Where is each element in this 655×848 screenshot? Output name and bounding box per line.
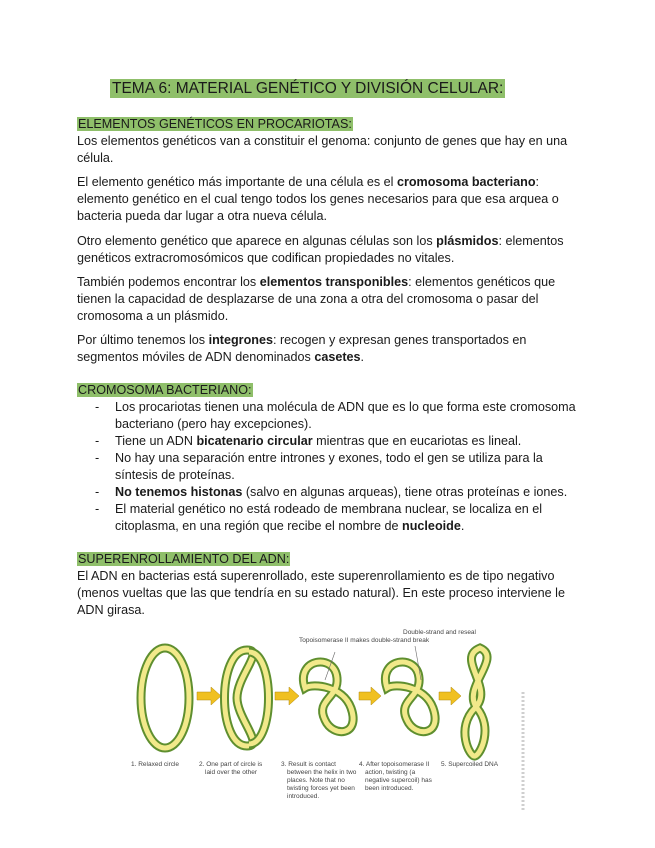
paragraph-transponibles [77, 274, 582, 325]
bold-term: casetes [314, 350, 361, 364]
list-item [77, 450, 582, 484]
bold-term: nucleoide [402, 519, 461, 533]
section-heading-label: ELEMENTOS GENÉTICOS EN PROCARIOTAS: [78, 117, 352, 131]
text-run: : recogen y expresan genes transportados en segmentos móviles de ADN denominados [77, 333, 527, 364]
arrow-step-2 [275, 687, 299, 705]
caption-step-5: 5. Supercoiled DNA [441, 761, 499, 768]
bullet-dash: - [95, 434, 100, 448]
relaxed-circle-ribbon [141, 648, 189, 748]
caption-step-2a: 2. One part of circle is [199, 761, 263, 768]
list-item [77, 399, 582, 433]
supercoiling-diagram [125, 628, 535, 818]
bullet-dash: - [95, 502, 100, 516]
text-run: . [360, 350, 365, 364]
page-title: TEMA 6: MATERIAL GENÉTICO Y DIVISIÓN CELULAR: [112, 80, 504, 97]
list-item [77, 501, 582, 535]
text-run: También podemos encontrar los [77, 275, 260, 289]
bullet-dash: - [95, 485, 100, 499]
label-double-strand: Double-strand and reseal [403, 629, 476, 636]
caption-step-4c: negative supercoil) has [365, 777, 432, 784]
paragraph-integrones [77, 332, 582, 366]
bullet-dash: - [95, 451, 100, 465]
caption-step-3e: introduced. [287, 793, 320, 800]
text-run: : elementos genéticos que tienen la capacidad de desplazarse de una zona a otra del cromosoma o pasar del cromosoma a un plásmido. [77, 275, 556, 323]
section-heading-cromosoma [77, 382, 253, 399]
list-item [77, 433, 582, 450]
arrow-step-1 [197, 687, 221, 705]
text-run: (salvo en algunas arqueas), tiene otras proteínas e iones. [242, 485, 568, 499]
caption-step-2b: laid over the other [205, 769, 258, 776]
caption-step-3a: 3. Result is contact [281, 761, 336, 768]
paragraph-plasmidos [77, 233, 582, 267]
bold-term: plásmidos [436, 234, 499, 248]
supercoiled-ribbon [465, 648, 487, 756]
text-run: : elemento genético en el cual tengo todos los genes necesarios para que esa arquea o bacteria pueda dar lugar a otra nueva célula. [77, 175, 559, 223]
caption-step-3c: places. Note that no [287, 777, 345, 784]
text-run: Otro elemento genético que aparece en algunas células son los [77, 234, 437, 248]
bold-term: cromosoma bacteriano [396, 175, 536, 189]
caption-step-4d: been introduced. [365, 785, 414, 792]
text-run: : elementos genéticos extracromosómicos que codifican propiedades no vitales. [77, 234, 564, 265]
bold-term: bicatenario circular [196, 434, 313, 448]
text-run: Por último tenemos los [77, 333, 209, 347]
contact-ribbon [303, 662, 353, 732]
text-run: Tiene un ADN [115, 434, 197, 448]
text-run: mientras que en eucariotas es lineal. [312, 434, 522, 448]
caption-step-3b: between the helix in two [287, 769, 357, 776]
text-run: . [460, 519, 465, 533]
paragraph-superenrollamiento: El ADN en bacterias está superenrollado, este superenrollamiento es de tipo negativo (menos vueltas que las que tendría en su estado natural). En este proceso interviene le ADN girasa. [77, 569, 565, 617]
caption-step-1: 1. Relaxed circle [131, 761, 180, 768]
bullet-list [77, 399, 582, 535]
list-item [77, 484, 582, 501]
text-run: No hay una separación entre intrones y exones, todo el gen se utiliza para la síntesis de proteínas. [115, 451, 543, 482]
bullet-dash: - [95, 400, 100, 414]
text-run: El elemento genético más importante de una célula es el [77, 175, 397, 189]
topoisomerase-ribbon [385, 662, 435, 732]
figure-credit-mark [518, 692, 528, 812]
label-topoisomerase: Topoisomerase II makes double-strand break [299, 637, 430, 644]
section-heading-elementos [77, 116, 353, 133]
caption-step-3d: twisting forces yet been [287, 785, 355, 792]
bold-term: elementos transponibles [259, 275, 409, 289]
caption-step-4b: action, twisting (a [365, 769, 416, 776]
section-heading-label: SUPERENROLLAMIENTO DEL ADN: [78, 552, 290, 566]
bold-term: No tenemos histonas [115, 485, 243, 499]
text-run: El material genético no está rodeado de membrana nuclear, se localiza en el citoplasma, en una región que recibe el nombre de [115, 502, 543, 533]
caption-step-4a: 4. After topoisomerase II [359, 761, 430, 768]
paragraph-genoma: Los elementos genéticos van a constituir el genoma: conjunto de genes que hay en una célula. [77, 134, 568, 165]
section-heading-superenrollamiento [77, 551, 290, 568]
section-heading-label: CROMOSOMA BACTERIANO: [78, 383, 252, 397]
arrow-step-3 [359, 687, 381, 705]
folded-circle-ribbon [225, 650, 269, 746]
supercoiling-figure [125, 628, 535, 818]
paragraph-cromosoma [77, 174, 582, 225]
text-run: Los procariotas tienen una molécula de ADN que es lo que forma este cromosoma bacteriano (pero hay excepciones). [115, 400, 576, 431]
arrow-step-4 [439, 687, 461, 705]
bold-term: integrones [208, 333, 273, 347]
